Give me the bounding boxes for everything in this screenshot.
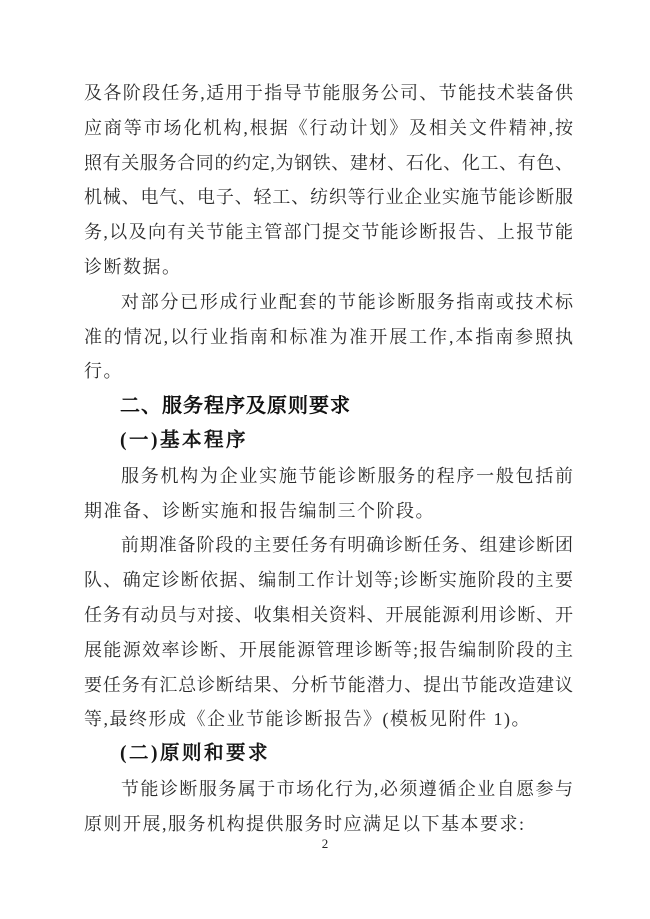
page-number: 2 bbox=[321, 836, 329, 851]
body-line: 行。 bbox=[84, 361, 123, 382]
body-line: 应商等市场化机构,根据《行动计划》及相关文件精神,按 bbox=[84, 117, 573, 138]
section-heading: 二、服务程序及原则要求 bbox=[120, 395, 351, 418]
body-line: 期准备、诊断实施和报告编制三个阶段。 bbox=[84, 500, 435, 521]
body-line: 展能源效率诊断、开展能源管理诊断等;报告编制阶段的主 bbox=[84, 639, 573, 660]
body-line: 对部分已形成行业配套的节能诊断服务指南或技术标 bbox=[121, 291, 573, 312]
body-line: 照有关服务合同的约定,为钢铁、建材、石化、化工、有色、 bbox=[84, 152, 573, 173]
subsection-heading-principles-requirements: (二)原则和要求 bbox=[120, 743, 270, 765]
body-line: 机械、电气、电子、轻工、纺织等行业企业实施节能诊断服 bbox=[84, 187, 573, 208]
text-block bbox=[84, 76, 573, 842]
body-line: 节能诊断服务属于市场化行为,必须遵循企业自愿参与 bbox=[121, 778, 573, 799]
body-line: 及各阶段任务,适用于指导节能服务公司、节能技术装备供 bbox=[84, 83, 573, 103]
body-line: 准的情况,以行业指南和标准为准开展工作,本指南参照执 bbox=[84, 326, 573, 347]
body-line: 原则开展,服务机构提供服务时应满足以下基本要求: bbox=[84, 813, 526, 834]
body-line: 等,最终形成《企业节能诊断报告》(模板见附件 1)。 bbox=[84, 709, 531, 730]
body-line: 要任务有汇总诊断结果、分析节能潜力、提出节能改造建议 bbox=[84, 674, 573, 695]
body-line: 前期准备阶段的主要任务有明确诊断任务、组建诊断团 bbox=[121, 535, 573, 556]
body-line: 服务机构为企业实施节能诊断服务的程序一般包括前 bbox=[121, 465, 573, 486]
body-line: 务,以及向有关节能主管部门提交节能诊断报告、上报节能 bbox=[84, 222, 573, 243]
subsection-heading-basic-procedure: (一)基本程序 bbox=[120, 429, 248, 451]
body-line: 诊断数据。 bbox=[84, 256, 182, 277]
body-line: 任务有动员与对接、收集相关资料、开展能源利用诊断、开 bbox=[84, 604, 573, 625]
body-line: 队、确定诊断依据、编制工作计划等;诊断实施阶段的主要 bbox=[84, 570, 573, 591]
